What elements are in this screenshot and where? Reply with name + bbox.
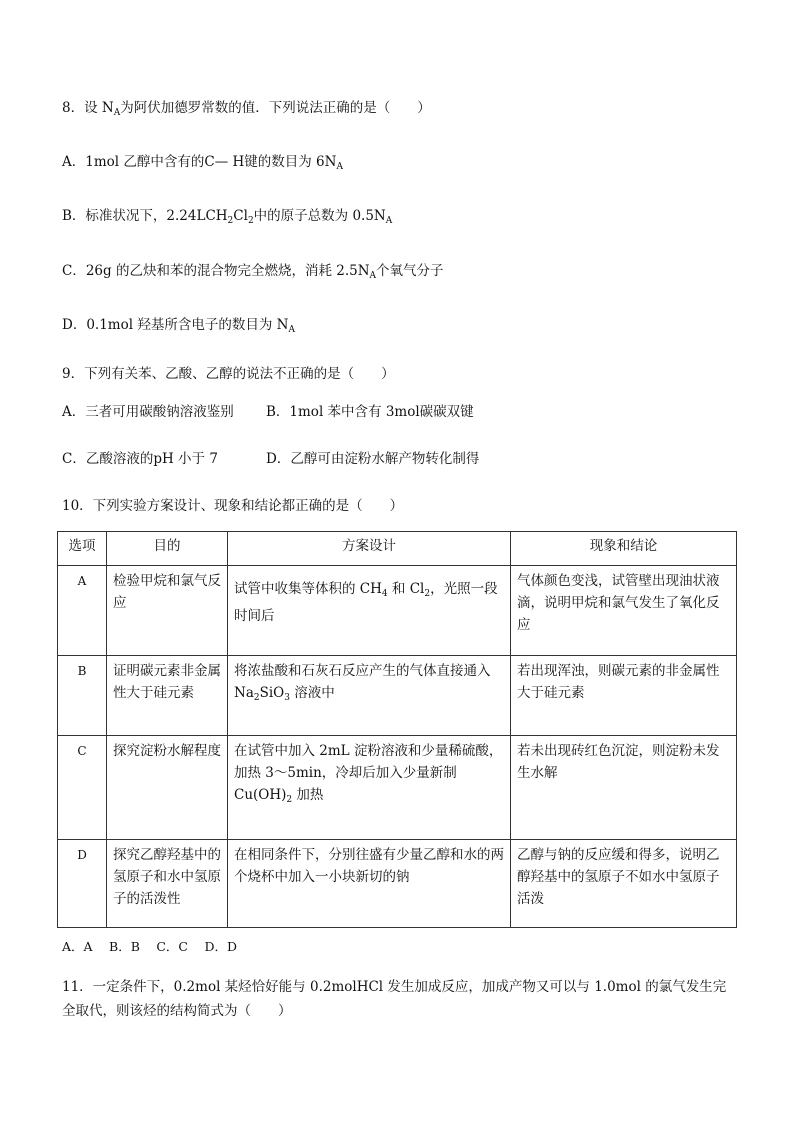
table-header-row (58, 532, 737, 566)
q11-stem-line1: 11．一定条件下，0.2mol 某烃恰好能与 0.2molHCl 发生加成反应，加成产物又可以与 1.0mol 的氯气发生完 (62, 979, 727, 995)
row-a-design: 试管中收集等体积的 $CH_4$ 和 $Cl_2$，光照一段时间后 (228, 566, 511, 656)
row-d-design: 在相同条件下，分别往盛有少量乙醇和水的两个烧杯中加入一小块新切的钠 (228, 840, 511, 928)
q8-option-c: C．26g 的乙炔和苯的混合物完全燃烧，消耗 $2.5N_A$个氧气分子 (62, 263, 444, 281)
table-row (58, 736, 737, 840)
q9-option-c: C．乙酸溶液的pH 小于 7 (62, 451, 218, 467)
table-row (58, 566, 737, 656)
row-a-goal: 检验甲烷和氯气反应 (107, 566, 228, 656)
q9-option-b: B．1mol 苯中含有 3mol碳碳双键 (266, 404, 474, 420)
row-c-option: C (58, 736, 107, 840)
header-goal: 目的 (107, 532, 228, 566)
row-a-option: A (58, 566, 107, 656)
row-b-option: B (58, 656, 107, 736)
q8-option-d: D．0.1mol 羟基所含电子的数目为 $N_A$ (62, 317, 295, 335)
row-d-result: 乙醇与钠的反应缓和得多，说明乙醇羟基中的氢原子不如水中氢原子活泼 (511, 840, 737, 928)
experiment-table (57, 531, 737, 928)
row-d-goal: 探究乙醇羟基中的氢原子和水中氢原子的活泼性 (107, 840, 228, 928)
row-b-goal: 证明碳元素非金属性大于硅元素 (107, 656, 228, 736)
q8-option-b: B．标准状况下，$2.24LCH_2Cl_2$中的原子总数为 $0.5N_A$ (62, 208, 393, 226)
row-b-design: 将浓盐酸和石灰石反应产生的气体直接通入 $Na_2SiO_3$ 溶液中 (228, 656, 511, 736)
row-d-option: D (58, 840, 107, 928)
header-design: 方案设计 (228, 532, 511, 566)
row-c-result: 若未出现砖红色沉淀，则淀粉未发生水解 (511, 736, 737, 840)
header-option: 选项 (58, 532, 107, 566)
q8-stem: 8．设 $N_A$为阿伏加德罗常数的值．下列说法正确的是（ ） (62, 100, 431, 118)
table-row (58, 656, 737, 736)
q10-stem: 10．下列实验方案设计、现象和结论都正确的是（ ） (62, 498, 404, 514)
q10-answer-options: A．A B．B C．C D．D (62, 939, 238, 954)
row-a-result: 气体颜色变浅，试管壁出现油状液滴，说明甲烷和氯气发生了氧化反应 (511, 566, 737, 656)
q9-stem: 9．下列有关苯、乙酸、乙醇的说法不正确的是（ ） (62, 366, 395, 382)
row-b-result: 若出现浑浊，则碳元素的非金属性大于硅元素 (511, 656, 737, 736)
table-row (58, 840, 737, 928)
q8-option-a: A．1mol 乙醇中含有的C— H键的数目为 $6N_A$ (62, 154, 343, 172)
q9-option-a: A．三者可用碳酸钠溶液鉴别 (62, 404, 234, 420)
q9-option-d: D．乙醇可由淀粉水解产物转化制得 (266, 451, 480, 467)
row-c-design: 在试管中加入 2mL 淀粉溶液和少量稀硫酸，加热 3～5min，冷却后加入少量新制 $Cu(OH)_2$ 加热 (228, 736, 511, 840)
header-result: 现象和结论 (511, 532, 737, 566)
q11-stem-line2: 全取代，则该烃的结构简式为（ ） (62, 1003, 292, 1019)
row-c-goal: 探究淀粉水解程度 (107, 736, 228, 840)
